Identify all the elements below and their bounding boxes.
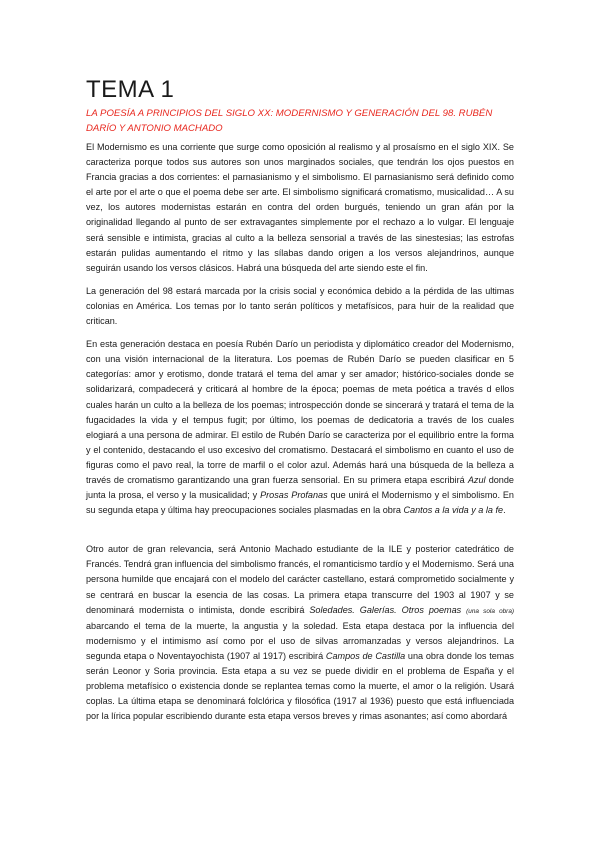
work-title-prosas-profanas: Prosas Profanas (260, 490, 328, 501)
small-note: (una sola obra) (466, 607, 514, 615)
text-run: En esta generación destaca en poesía Rubén Darío un periodista y diplomático creador del Modernismo, con una visión internacional de la literatura. Los poemas de Rubén Darío se pueden clasificar en 5 categorías: amor y erotismo, donde tratará el tema del amar y ser amador; histórico-sociales donde se solidarizará, compadecerá y criticará al hombre de la época; poemas de meta poética a través d ellos cuales harán un culto a la belleza de los poemas; introspección donde se sincerará y tratará el tema de la fugacidades la vida y el tempus fugit; por último, los poemas de dedicatoria a través de los cuales elogiará a una persona de admirar. El estilo de Rubén Darío se caracteriza por el equilibrio entre la forma y el contenido, destacando el uso excesivo del cromatismo. Destacará el simbolismo en cuanto el uso de figuras como el pavo real, la torre de marfil o el color azul. Además hará una búsqueda de la belleza a través de cromatismo garantizando una gran fuerza sensorial. En su primera etapa escribirá (86, 339, 514, 485)
page-subtitle: LA POESÍA A PRINCIPIOS DEL SIGLO XX: MODERNISMO Y GENERACIÓN DEL 98. RUBÉN DARÍO Y ANTONIO MACHADO (86, 108, 493, 134)
paragraph-modernismo: El Modernismo es una corriente que surge como oposición al realismo y al prosaísmo en el siglo XIX. Se caracteriza porque todos sus autores son unos marginados sociales, que tendrán los ojos puestos en Francia gracias a dos corrientes: el parnasianismo y el simbolismo. El parnasianismo será definido como el arte por el arte o que el poema debe ser arte. El simbolismo significará cromatismo, musicalidad… A su vez, los autores modernistas estarán en contra del orden burgués, teniendo un gran afán por la originalidad llegando al punto de ser extravagantes simplemente por el rechazo a lo vulgar. El lenguaje será sensible e intimista, gracias al culto a la belleza sensorial a través de las sinestesias; las estrofas estarán pulidas aumentando el ritmo y las sílabas dando origen a los versos alejandrinos, aunque seguirán usando los versos clásicos. Habrá una búsqueda del arte siendo este el fin. (86, 142, 514, 273)
text-run: abarcando el tema de la muerte, la angustia y la soledad. Esta etapa destaca por la influencia del modernismo y el intimismo así como por el uso de silvas arromanzadas y versos alejandrinos. La segunda etapa o Noventayochista (1907 al 1917) escribirá (86, 620, 514, 661)
document-body (86, 140, 514, 732)
text-run: Otro autor de gran relevancia, será Antonio Machado estudiante de la ILE y posterior catedrático de Francés. Tendrá gran influencia del simbolismo francés, el romanticismo tardío y el Modernismo. Será una persona humilde que encajará con el modelo del carácter castellano, estará comprometido socialmente y se centrará en buscar la esencia de las cosas. La primera etapa transcurre del 1903 al 1907 y se denominará modernista o intimista, donde escribirá (86, 544, 514, 615)
text-run: . (503, 505, 506, 516)
work-title-cantos: Cantos a la vida y a la fe (403, 505, 504, 516)
work-title-azul: Azul (467, 474, 486, 485)
work-title-campos-de-castilla: Campos de Castilla (325, 650, 406, 661)
paragraph-generacion-98: La generación del 98 estará marcada por la crisis social y económica debido a la pérdida de las ultimas colonias en América. Los temas por lo tanto serán políticos y metafísicos, para huir de la realidad que critican. (86, 285, 514, 327)
paragraph-antonio-machado (86, 542, 514, 724)
text-run: que unirá el Modernismo y el simbolismo. En su segunda etapa y última hay preocupaciones sociales plasmadas en la obra (86, 490, 514, 516)
text-run: una obra donde los temas serán Leonor y Soria provincia. Esta etapa a su vez se puede dividir en el problema de España y el problema metafísico o existencia donde se replanteа temas como la muerte, el amor o la religión. Usará coplas. La última etapa se denominará folclórica y filosófica (1917 al 1936) puesto que está influenciada por la lírica popular escribiendo durante esta etapa versos breves y rimas asonantes; así como abordará (86, 650, 514, 722)
text-run: donde junta la prosa, el verso y la musicalidad; y (86, 474, 514, 501)
work-title-soledades: Soledades. Galerías. Otros poemas (309, 604, 462, 615)
paragraph-ruben-dario (86, 337, 514, 518)
page-title: TEMA 1 (86, 76, 175, 103)
